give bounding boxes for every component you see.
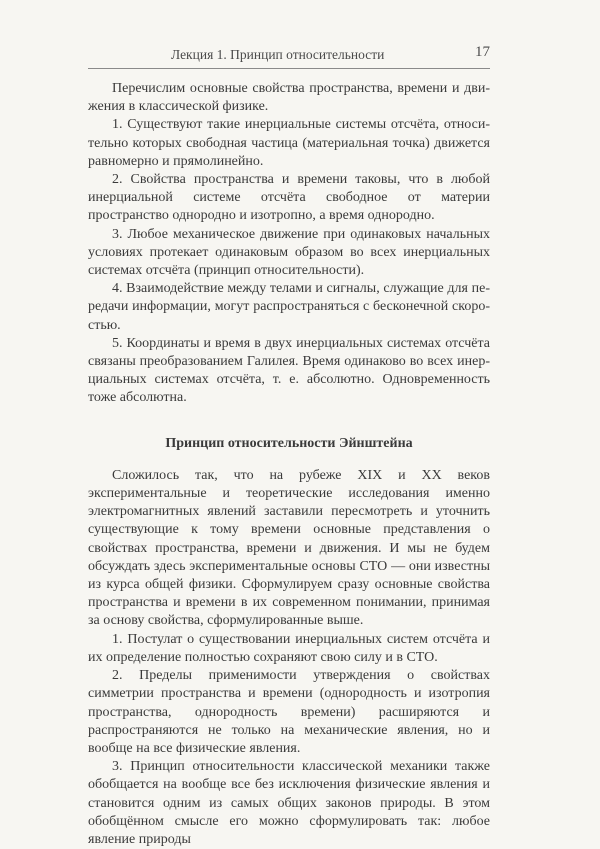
einstein-intro-paragraph: Сложилось так, что на рубеже XIX и XX веков экспериментальные и теоретические исследования именно электромагнитных явлений заставили пересмотреть и уточнить существующие к тому времени основные представления о свойствах пространства, времени и движения. И мы не будем обсуждать здесь экспериментальные основы СТО — они известны из курса общей физики. Сформулируем сразу основные свойства пространства и времени в их современном понимании, принимая за основу свойства, сформулированные выше. [88,467,490,629]
einstein-property-3: 3. Принцип относительности классической механики также обобщается на вообще все без исключения физические явления и становится одним из самых общих законов природы. В этом обобщённом смысле его можно сформулировать так: любое явление природы [88,759,490,847]
page-number: 17 [475,44,490,60]
classical-property-4: 4. Взаимодействие между телами и сигналы, служащие для передачи информации, могут распространяться с бесконечной скоростью. [88,281,490,333]
classical-property-2: 2. Свойства пространства и времени таковы, что в любой инерциальной системе отсчёта свободное от материи пространство однородно и изотропно, а время однородно. [88,172,490,224]
classical-property-5: 5. Координаты и время в двух инерциальных системах отсчёта связаны преобразованием Галилея. Время одинаково во всех инерциальных системах отсчёта, т. е. абсолютно. Одновременность тоже абсолютна. [88,335,490,406]
einstein-property-1: 1. Постулат о существовании инерциальных систем отсчёта и их определение полностью сохраняют свою силу и в СТО. [88,631,490,665]
einstein-property-2: 2. Пределы применимости утверждения о свойствах симметрии пространства и времени (однородность и изотропия пространства, однородность времени) расширяются и распространяются не только на механические явления, но и вообще на все физические явления. [88,668,490,756]
page-body [88,80,490,849]
intro-paragraph: Перечислим основные свойства пространства, времени и движения в классической физике. [88,81,490,115]
classical-property-1: 1. Существуют такие инерциальные системы отсчёта, относительно которых свободная частица (материальная точка) движется равномерно и прямолинейно. [88,117,490,169]
section-heading: Принцип относительности Эйнштейна [165,435,413,451]
header-rule [88,68,490,69]
classical-property-3: 3. Любое механическое движение при одинаковых начальных условиях протекает одинаковым образом во всех инерциальных системах отсчёта (принцип относительности). [88,226,490,279]
running-title: Лекция 1. Принцип относительности [171,47,385,62]
page-header [88,40,490,68]
